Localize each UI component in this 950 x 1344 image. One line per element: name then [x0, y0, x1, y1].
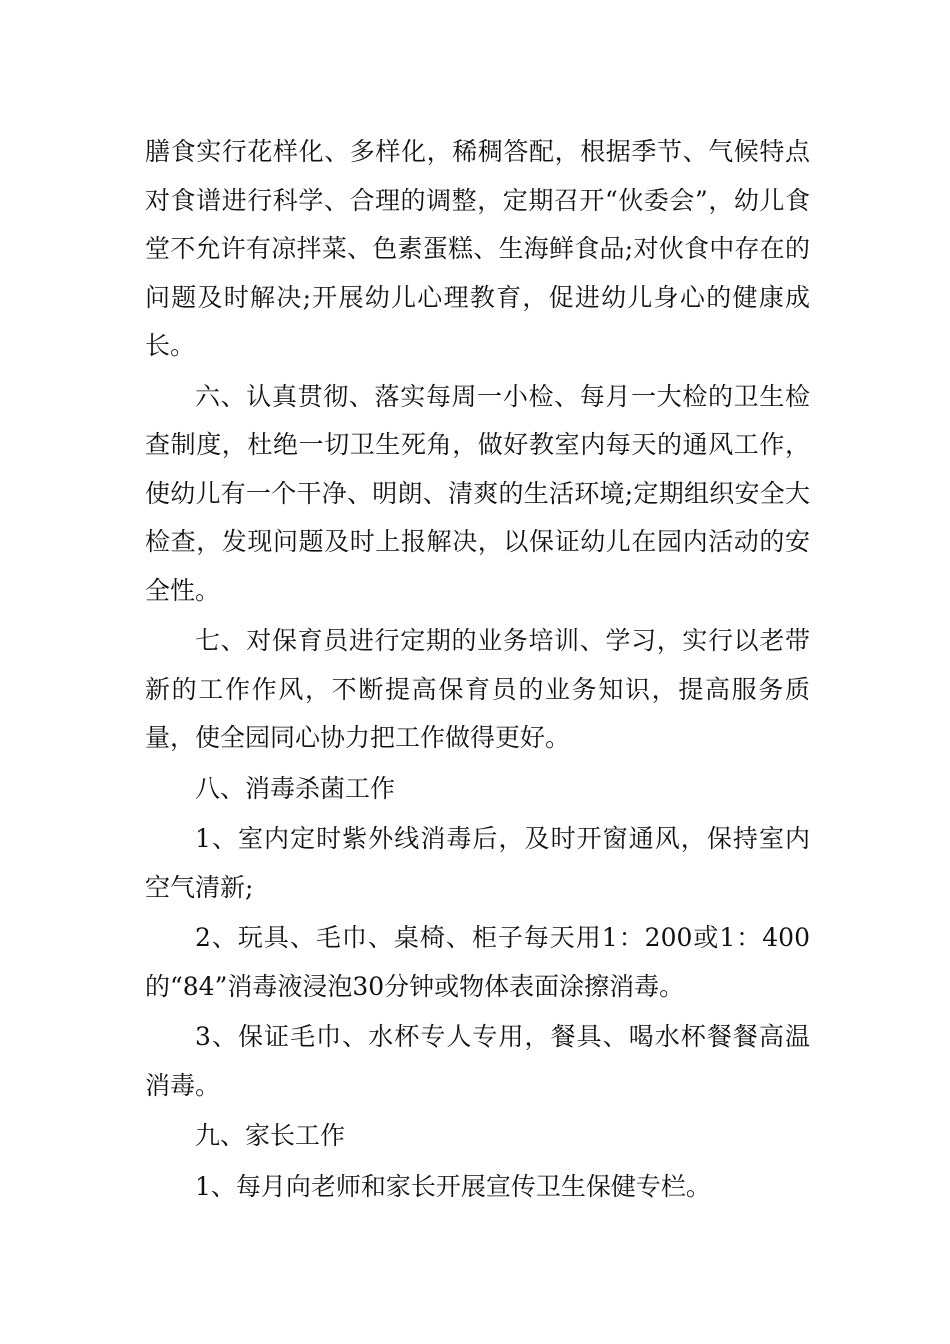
paragraph-seven-training: 七、对保育员进行定期的业务培训、学习，实行以老带新的工作作风，不断提高保育员的业务知识，提高服务质量，使全园同心协力把工作做得更好。: [145, 626, 810, 752]
list-item-disinfection-3: 3、保证毛巾、水杯专人专用，餐具、喝水杯餐餐高温消毒。: [145, 1022, 810, 1100]
list-item-parent-work-1: 1、每月向老师和家长开展宣传卫生保健专栏。: [195, 1171, 711, 1201]
heading-eight-disinfection: 八、消毒杀菌工作: [195, 773, 396, 803]
heading-nine-parent-work: 九、家长工作: [195, 1121, 346, 1150]
list-item-disinfection-2: 2、玩具、毛巾、桌椅、柜子每天用1：200或1：400的“84”消毒液浸泡30分钟或物体表面涂擦消毒。: [145, 923, 810, 1001]
paragraph-diet: 膳食实行花样化、多样化，稀稠答配，根据季节、气候特点对食谱进行科学、合理的调整，定期召开“伙委会”，幼儿食堂不允许有凉拌菜、色素蛋糕、生海鲜食品;对伙食中存在的问题及时解决;开展幼儿心理教育，促进幼儿身心的健康成长。: [145, 137, 810, 360]
list-item-disinfection-1: 1、室内定时紫外线消毒后，及时开窗通风，保持室内空气清新;: [145, 824, 810, 902]
paragraph-six-hygiene-check: 六、认真贯彻、落实每周一小检、每月一大检的卫生检查制度，杜绝一切卫生死角，做好教室内每天的通风工作，使幼儿有一个干净、明朗、清爽的生活环境;定期组织安全大检查，发现问题及时上报解决，以保证幼儿在园内活动的安全性。: [145, 381, 810, 605]
document-page: [145, 128, 810, 1211]
